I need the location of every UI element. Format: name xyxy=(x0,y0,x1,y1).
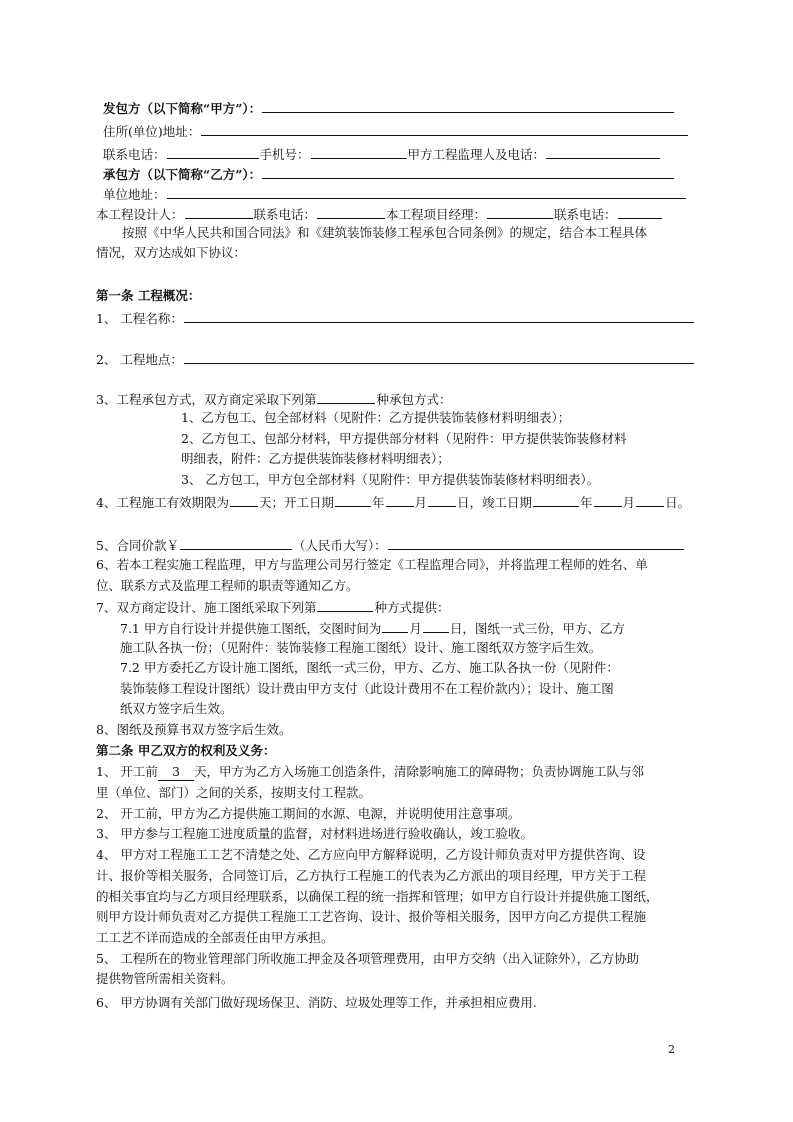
rights-3: 3、 甲方参与工程施工进度质量的监督，对材料进场进行验收确认，竣工验收。 xyxy=(96,826,533,841)
party-b-row xyxy=(103,165,675,183)
contract-mode-blank[interactable] xyxy=(317,390,375,404)
mode-option-2-line1: 2、乙方包工、包部分材料，甲方提供部分材料（见附件：甲方提供装饰装修材料 xyxy=(181,431,627,446)
project-name-blank[interactable] xyxy=(184,309,694,323)
drawing-7-2-line1: 7.2 甲方委托乙方设计施工图纸，图纸一式三份，甲方、乙方、施工队各执一份（见附件： xyxy=(120,660,619,675)
page-number: 2 xyxy=(668,1043,675,1056)
rights-1-text: 天，甲方为乙方入场施工创造条件，清除影响施工的障碍物；负责协调施工队与邻 xyxy=(193,764,644,779)
drawing-7-1-suffix: 日，图纸一式三份，甲方、乙方 xyxy=(449,621,625,636)
designer-phone-blank[interactable] xyxy=(317,205,385,219)
drawing-7-2-line3: 纸双方签字后生效。 xyxy=(120,701,233,716)
rights-5-line1: 5、 工程所在的物业管理部门所收施工押金及各项管理费用，由甲方交纳（出入证除外），乙方协助 xyxy=(96,951,640,966)
rights-4-line1: 4、 甲方对工程施工工艺不清楚之处、乙方应向甲方解释说明，乙方设计师负责对甲方提供咨询、设 xyxy=(96,847,646,862)
article1-title: 第一条 工程概况： xyxy=(96,288,201,303)
project-name-row xyxy=(96,309,695,327)
party-a-label: 发包方（以下简称“甲方”）： xyxy=(103,101,262,116)
start-month-label: 月 xyxy=(414,495,428,510)
project-site-label: 2、 工程地点： xyxy=(96,352,183,367)
supervisor-blank[interactable] xyxy=(546,145,660,159)
drawing-7-2-line2: 装饰装修工程设计图纸）设计费由甲方支付（此设计费用不在工程价款内）；设计、施工图 xyxy=(120,681,614,696)
mode-option-3: 3、 乙方包工，甲方包全部材料（见附件：甲方提供装饰装修材料明细表）。 xyxy=(181,472,600,487)
contract-mode-row xyxy=(96,390,451,408)
address-b-blank[interactable] xyxy=(167,185,686,199)
party-a-row xyxy=(103,99,675,117)
mode-option-1: 1、乙方包工、包全部材料（见附件：乙方提供装饰装修材料明细表）； xyxy=(181,410,571,425)
drawing-month-label: 月 xyxy=(409,621,422,636)
price-words-label: （人民币大写）： xyxy=(292,538,387,553)
rights-1-label: 1、 开工前 xyxy=(96,764,158,779)
drawing-mode-blank[interactable] xyxy=(317,598,373,612)
address-b-label: 单位地址： xyxy=(103,187,166,202)
contract-mode-suffix: 种承包方式： xyxy=(376,392,452,407)
address-b-row xyxy=(103,185,687,203)
project-site-row xyxy=(96,350,695,368)
address-a-row xyxy=(103,122,689,140)
supervisor-label: 甲方工程监理人及电话： xyxy=(407,147,546,162)
rights-6: 6、 甲方协调有关部门做好现场保卫、消防、垃圾处理等工作，并承担相应费用. xyxy=(96,995,537,1010)
party-b-label: 承包方（以下简称“乙方”）： xyxy=(103,167,262,182)
intro-line-2: 情况，双方达成如下协议： xyxy=(96,245,247,260)
manager-phone-blank[interactable] xyxy=(618,205,662,219)
rights-4-line5: 工工艺不详而造成的全部责任由甲方承担。 xyxy=(96,930,334,945)
designer-phone-label: 联系电话： xyxy=(253,207,317,222)
project-name-label: 1、 工程名称： xyxy=(96,311,183,326)
designer-label: 本工程设计人： xyxy=(96,207,184,222)
drawing-month-blank[interactable] xyxy=(382,619,408,633)
mobile-blank[interactable] xyxy=(311,145,407,159)
finish-end-label: 日。 xyxy=(665,495,691,510)
rights-4-line2: 计、报价等相关服务，合同签订后，乙方执行工程施工的代表为乙方派出的项目经理，甲方关于工程 xyxy=(96,868,647,883)
manager-label: 本工程项目经理： xyxy=(386,207,487,222)
designer-blank[interactable] xyxy=(185,205,253,219)
price-blank[interactable] xyxy=(180,536,292,550)
start-year-label: 年 xyxy=(371,495,385,510)
rights-1-row xyxy=(96,764,644,781)
contract-mode-label: 3、工程承包方式，双方商定采取下列第 xyxy=(96,392,317,407)
rights-4-line4: 则甲方设计师负责对乙方提供工程施工工艺咨询、设计、报价等相关服务，因甲方向乙方提供工程施 xyxy=(96,909,647,924)
start-month-blank[interactable] xyxy=(386,493,414,507)
schedule-row xyxy=(96,493,690,511)
drawing-effect: 8、图纸及预算书双方签字后生效。 xyxy=(96,722,292,737)
price-row xyxy=(96,536,685,554)
finish-month-label: 月 xyxy=(622,495,636,510)
rights-2: 2、 开工前，甲方为乙方提供施工期间的水源、电源，并说明使用注意事项。 xyxy=(96,806,521,821)
intro-line-1: 按照《中华人民共和国合同法》和《建筑装饰装修工程承包合同条例》的规定，结合本工程具体 xyxy=(122,225,648,240)
rights-1-line2: 里（单位、部门）之间的关系，按期支付工程款。 xyxy=(96,785,372,800)
schedule-label: 4、工程施工有效期限为 xyxy=(96,495,229,510)
drawing-mode-row xyxy=(96,598,449,616)
party-a-blank[interactable] xyxy=(262,99,674,113)
drawing-mode-label: 7、双方商定设计、施工图纸采取下列第 xyxy=(96,600,317,615)
address-a-label: 住所(单位)地址： xyxy=(103,124,201,139)
drawing-mode-suffix: 种方式提供： xyxy=(374,600,450,615)
project-site-blank[interactable] xyxy=(184,350,694,364)
price-words-blank[interactable] xyxy=(388,536,684,550)
finish-label: 日，竣工日期 xyxy=(457,495,533,510)
finish-month-blank[interactable] xyxy=(594,493,622,507)
rights-5-line2: 提供物管所需相关资料。 xyxy=(96,971,234,986)
finish-day-blank[interactable] xyxy=(636,493,664,507)
article2-title: 第二条 甲乙双方的权利及义务： xyxy=(96,743,276,758)
manager-phone-label: 联系电话： xyxy=(554,207,617,222)
drawing-day-blank[interactable] xyxy=(423,619,449,633)
designer-row xyxy=(96,205,663,223)
start-label: 天；开工日期 xyxy=(258,495,334,510)
manager-blank[interactable] xyxy=(487,205,553,219)
rights-4-line3: 的相关事宜均与乙方项目经理联系，以确保工程的统一指挥和管理；如甲方自行设计并提供施工图纸， xyxy=(96,889,659,904)
duration-blank[interactable] xyxy=(230,493,258,507)
supervision-line-1: 6、若本工程实施工程监理，甲方与监理公司另行签定《工程监理合同》，并将监理工程师的姓名、单 xyxy=(96,557,648,572)
mobile-label: 手机号： xyxy=(259,147,310,162)
start-day-blank[interactable] xyxy=(428,493,456,507)
drawing-7-1-row xyxy=(120,619,625,637)
price-label: 5、合同价款￥ xyxy=(96,538,179,553)
contact-a-row xyxy=(103,145,661,163)
phone-label: 联系电话： xyxy=(103,147,166,162)
mode-option-2-line2: 明细表，附件：乙方提供装饰装修材料明细表）； xyxy=(181,451,450,466)
supervision-line-2: 位、联系方式及监理工程师的职责等通知乙方。 xyxy=(96,578,359,593)
party-b-blank[interactable] xyxy=(262,165,674,179)
address-a-blank[interactable] xyxy=(201,122,688,136)
prep-days-value[interactable]: 3 xyxy=(158,764,194,781)
start-year-blank[interactable] xyxy=(335,493,371,507)
drawing-7-1-label: 7.1 甲方自行设计并提供施工图纸，交图时间为 xyxy=(120,621,382,636)
drawing-7-1-line2: 施工队各执一份；（见附件：装饰装修工程施工图纸）设计、施工图纸双方签字后生效。 xyxy=(120,640,602,655)
finish-year-label: 年 xyxy=(580,495,593,510)
phone-blank[interactable] xyxy=(167,145,259,159)
finish-year-blank[interactable] xyxy=(533,493,579,507)
